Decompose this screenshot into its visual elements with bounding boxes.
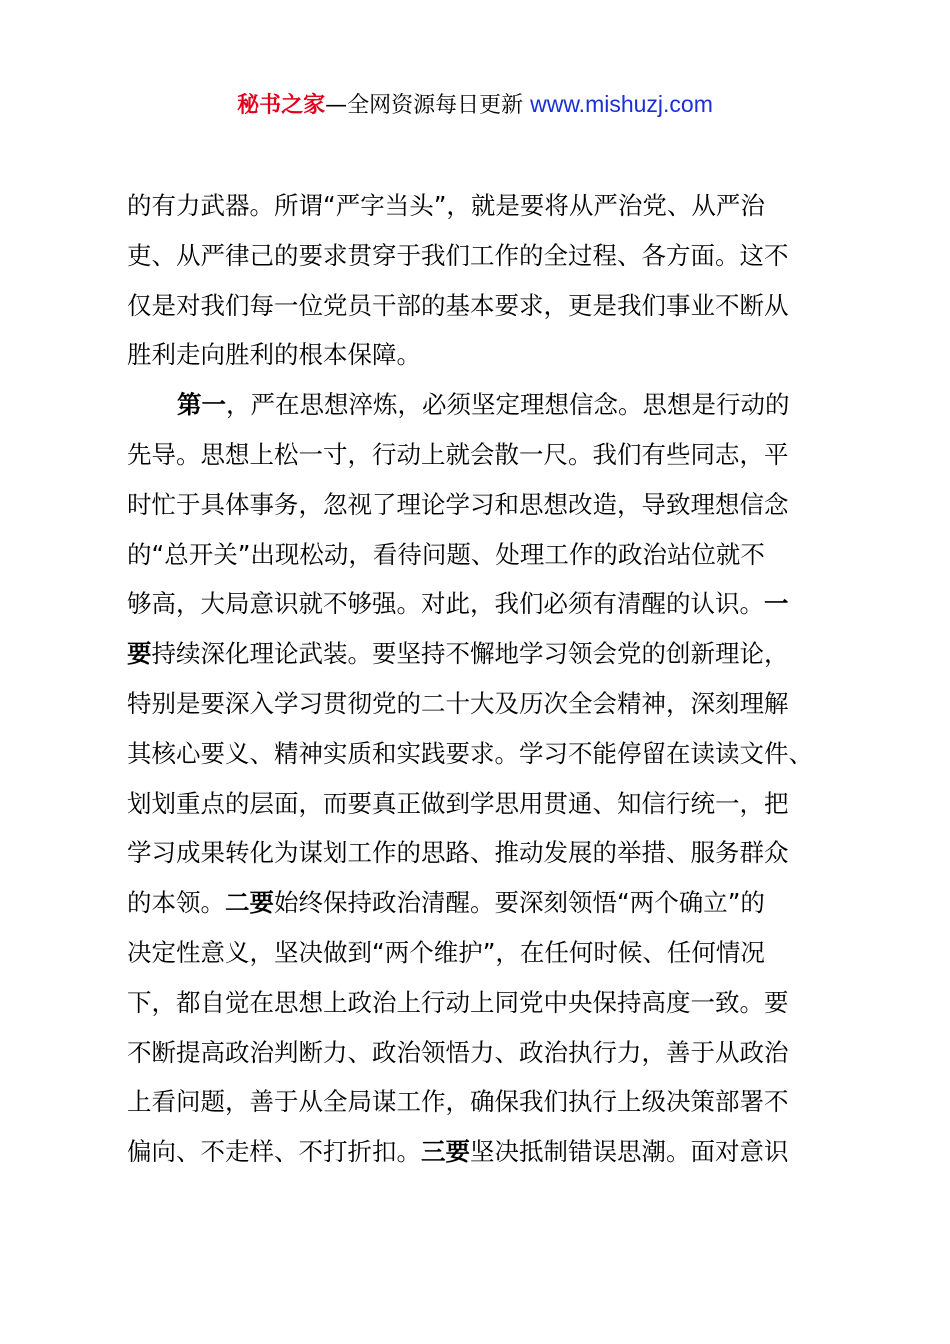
bold-lead: 第一 [177, 390, 226, 420]
paragraph-line: 不断提高政治判断力、政治领悟力、政治执行力，善于从政治 [127, 1037, 789, 1067]
paragraph-line: 要持续深化理论武装。要坚持不懈地学习领会党的创新理论， [127, 639, 789, 669]
paragraph-line: 的本领。二要始终保持政治清醒。要深刻领悟“两个确立”的 [127, 888, 765, 918]
paragraph-line: 划划重点的层面，而要真正做到学思用贯通、知信行统一，把 [127, 788, 789, 818]
paragraph-line: 其核心要义、精神实质和实践要求。学习不能停留在读读文件、 [127, 738, 813, 768]
paragraph-line: 学习成果转化为谋划工作的思路、推动发展的举措、服务群众 [127, 838, 789, 868]
brand-name: 秘书之家 [237, 93, 326, 118]
paragraph-line: 决定性意义，坚决做到“两个维护”，在任何时候、任何情况 [127, 937, 765, 967]
bold-lead: 三要 [421, 1137, 470, 1167]
paragraph-line: 胜利走向胜利的根本保障。 [127, 340, 421, 370]
paragraph-line: 先导。思想上松一寸，行动上就会散一尺。我们有些同志，平 [127, 439, 789, 469]
paragraph-line: 特别是要深入学习贯彻党的二十大及历次全会精神，深刻理解 [127, 688, 789, 718]
paragraph-line: 偏向、不走样、不打折扣。三要坚决抵制错误思潮。面对意识 [127, 1137, 789, 1167]
paragraph-line: 第一，严在思想淬炼，必须坚定理想信念。思想是行动的 [177, 390, 790, 420]
paragraph-line: 时忙于具体事务，忽视了理论学习和思想改造，导致理想信念 [127, 489, 789, 519]
paragraph-line: 仅是对我们每一位党员干部的基本要求，更是我们事业不断从 [127, 290, 789, 320]
paragraph-line: 够高，大局意识就不够强。对此，我们必须有清醒的认识。一 [127, 589, 789, 619]
bold-lead: 要 [127, 639, 152, 669]
paragraph-line: 的“总开关”出现松动，看待问题、处理工作的政治站位就不 [127, 539, 765, 569]
bold-lead: 一 [764, 589, 789, 619]
header-tagline: —全网资源每日更新 [325, 93, 524, 118]
paragraph-line: 上看问题，善于从全局谋工作，确保我们执行上级决策部署不 [127, 1087, 789, 1117]
bold-lead: 二要 [225, 888, 274, 918]
page-header [0, 86, 950, 124]
document-body [127, 181, 847, 1177]
paragraph-line: 吏、从严律己的要求贯穿于我们工作的全过程、各方面。这不 [127, 240, 789, 270]
site-url-link[interactable]: www.mishuzj.com [530, 91, 713, 117]
paragraph-line: 下，都自觉在思想上政治上行动上同党中央保持高度一致。要 [127, 987, 789, 1017]
paragraph-line: 的有力武器。所谓“严字当头”，就是要将从严治党、从严治 [127, 191, 765, 220]
